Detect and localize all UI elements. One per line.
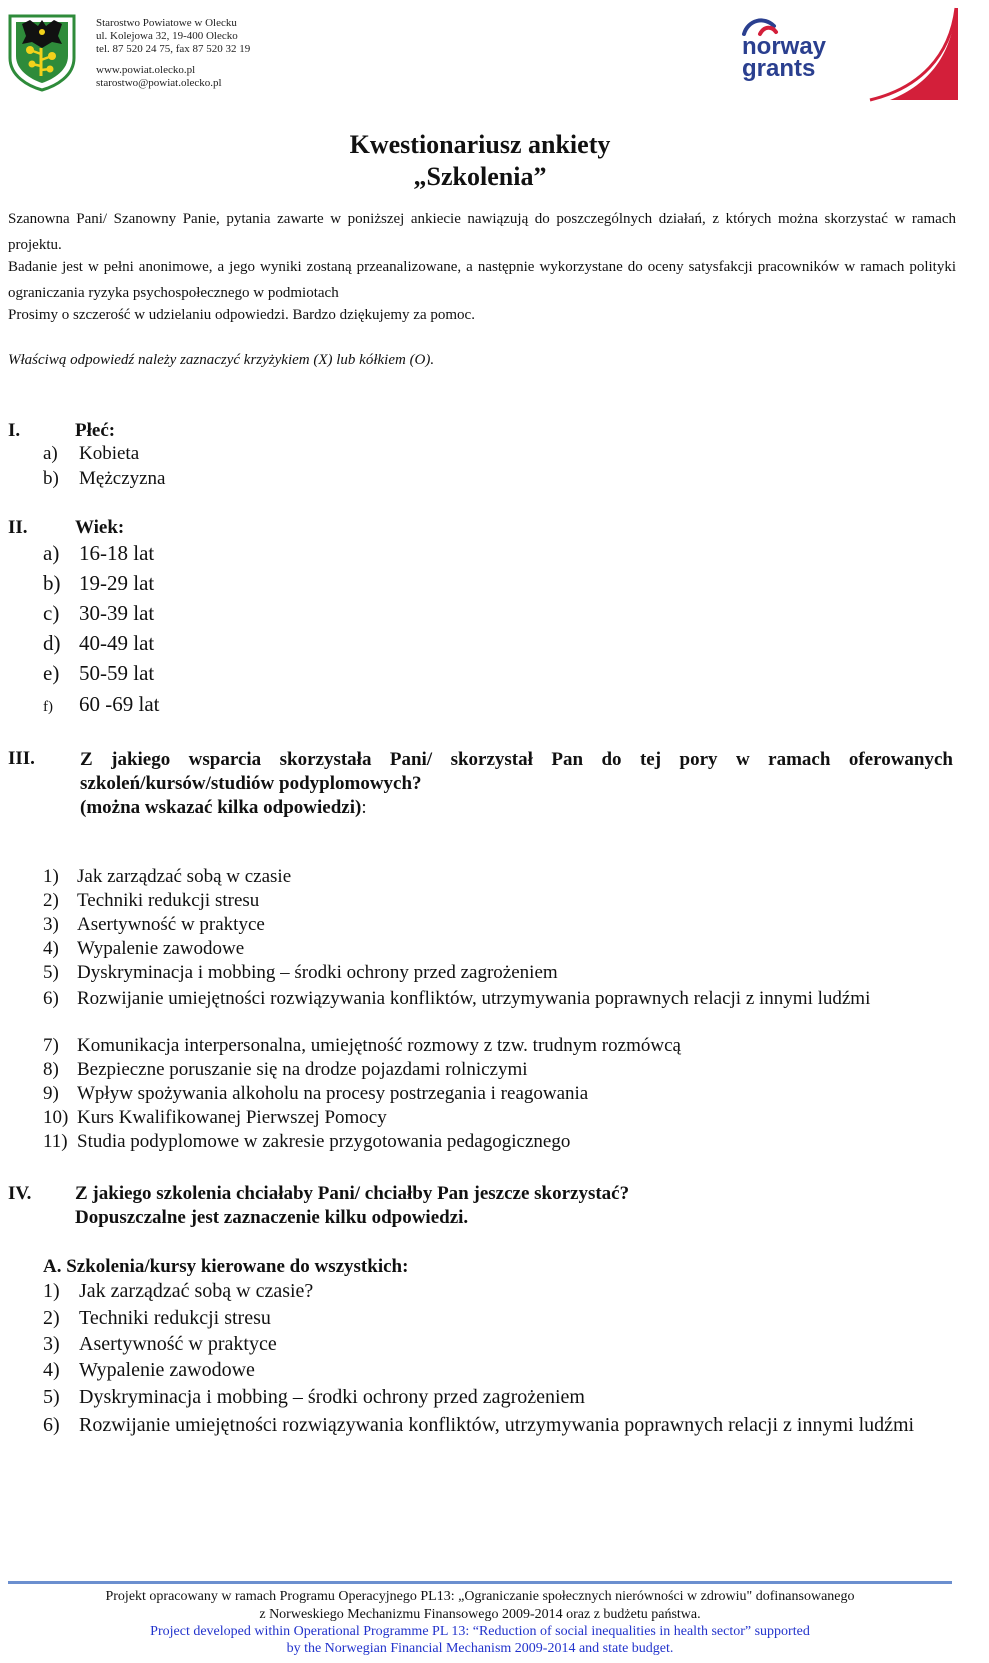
q1-title: Płeć: (75, 420, 116, 441)
q4-title: Z jakiego szkolenia chciałaby Pani/ chciałby Pan jeszcze skorzystać? (75, 1183, 630, 1204)
q3-item[interactable]: 5) Dyskryminacja i mobbing – środki ochrony przed zagrożeniem (43, 962, 558, 983)
organization-contact (96, 17, 250, 90)
q3-item[interactable]: 7) Komunikacja interpersonalna, umiejętność rozmowy z tzw. trudnym rozmówcą (43, 1035, 681, 1056)
q3-number: III. (8, 748, 35, 769)
q3-item[interactable]: 11) Studia podyplomowe w zakresie przygotowania pedagogicznego (43, 1131, 571, 1152)
q3-item[interactable]: 4) Wypalenie zawodowe (43, 938, 245, 959)
document-title: Kwestionariusz ankiety (349, 130, 611, 159)
grants-logo-word: grants (742, 55, 816, 82)
org-website-link[interactable]: www.powiat.olecko.pl (96, 64, 196, 76)
q4-number: IV. (8, 1183, 32, 1204)
q2-option-c[interactable]: c) 30-39 lat (43, 601, 155, 625)
q3-title: Z jakiego wsparcia skorzystała Pani/ skorzystał Pan do tej pory w ramach oferowanych szkoleń/kursów/studiów podyplomowych? (80, 749, 953, 794)
q3-item[interactable]: 10) Kurs Kwalifikowanej Pierwszej Pomocy (43, 1107, 387, 1128)
q3-item[interactable]: 3) Asertywność w praktyce (43, 914, 265, 935)
q3-item[interactable]: 6) Rozwijanie umiejętności rozwiązywania konfliktów, utrzymywania poprawnych relacji z innymi ludźmi (43, 988, 871, 1009)
org-name: Starostwo Powiatowe w Olecku (96, 17, 237, 29)
org-phone: tel. 87 520 24 75, fax 87 520 32 19 (96, 43, 251, 55)
q2-number: II. (8, 517, 28, 538)
footer-pl-line-1: Projekt opracowany w ramach Programu Operacyjnego PL13: „Ograniczanie społecznych nierówności w zdrowiu" dofinansowanego (105, 1589, 855, 1604)
intro-paragraph-3: Prosimy o szczerość w udzielaniu odpowiedzi. Bardzo dziękujemy za pomoc. (8, 307, 475, 323)
q1-option-b[interactable]: b) Mężczyzna (43, 468, 166, 489)
norway-logo-word: norway (742, 33, 827, 60)
q2-option-b[interactable]: b) 19-29 lat (43, 571, 155, 595)
q3-note: (można wskazać kilka odpowiedzi): (80, 797, 367, 818)
q1-option-a[interactable]: a) Kobieta (43, 443, 140, 464)
footer-en-line-2: by the Norwegian Financial Mechanism 2009-2014 and state budget. (286, 1641, 674, 1656)
intro-paragraph-2: Badanie jest w pełni anonimowe, a jego wyniki zostaną przeanalizowane, a następnie wykorzystane do oceny satysfakcji pracowników w ramach polityki ograniczania ryzyka psychospołecznego w podmiotach (8, 259, 956, 301)
powiat-olecko-crest-logo (8, 14, 76, 92)
q3-item[interactable]: 1) Jak zarządzać sobą w czasie (43, 866, 292, 887)
q4-item[interactable]: 5) Dyskryminacja i mobbing – środki ochrony przed zagrożeniem (43, 1386, 585, 1408)
org-email-link[interactable]: starostwo@powiat.olecko.pl (96, 77, 222, 89)
q3-item[interactable]: 9) Wpływ spożywania alkoholu na procesy postrzegania i reagowania (43, 1083, 589, 1104)
q2-option-d[interactable]: d) 40-49 lat (43, 631, 155, 655)
q4-item[interactable]: 6) Rozwijanie umiejętności rozwiązywania konfliktów, utrzymywania poprawnych relacji z innymi ludźmi (43, 1414, 915, 1436)
footer-en-line-1: Project developed within Operational Programme PL 13: “Reduction of social inequalities in health sector” supported (150, 1624, 810, 1639)
q2-option-a[interactable]: a) 16-18 lat (43, 541, 155, 565)
footer-pl-line-2: z Norweskiego Mechanizmu Finansowego 2009-2014 oraz z budżetu państwa. (259, 1607, 701, 1622)
q2-option-f[interactable]: f) 60 -69 lat (43, 692, 160, 716)
q4-item[interactable]: 1) Jak zarządzać sobą w czasie? (43, 1280, 314, 1302)
intro-paragraph-1: Szanowna Pani/ Szanowny Panie, pytania zawarte w poniższej ankiecie nawiązują do poszczególnych działań, z których można skorzystać w ramach projektu. (8, 211, 956, 253)
q4-item[interactable]: 3) Asertywność w praktyce (43, 1333, 277, 1355)
org-address: ul. Kolejowa 32, 19-400 Olecko (96, 30, 238, 42)
answer-instruction: Właściwą odpowiedź należy zaznaczyć krzyżykiem (X) lub kółkiem (O). (8, 352, 435, 368)
q2-option-e[interactable]: e) 50-59 lat (43, 661, 155, 685)
q3-item[interactable]: 2) Techniki redukcji stresu (43, 890, 260, 911)
q2-title: Wiek: (75, 517, 125, 538)
footer-divider (8, 1581, 952, 1584)
q4-section-a-heading: A. Szkolenia/kursy kierowane do wszystkich: (43, 1256, 409, 1277)
norway-grants-logo (742, 4, 958, 102)
document-subtitle: „Szkolenia” (413, 162, 547, 191)
q4-subtitle: Dopuszczalne jest zaznaczenie kilku odpowiedzi. (75, 1207, 469, 1228)
q3-item[interactable]: 8) Bezpieczne poruszanie się na drodze pojazdami rolniczymi (43, 1059, 528, 1080)
q4-item[interactable]: 2) Techniki redukcji stresu (43, 1307, 271, 1329)
q4-item[interactable]: 4) Wypalenie zawodowe (43, 1359, 255, 1381)
q1-number: I. (8, 420, 21, 441)
